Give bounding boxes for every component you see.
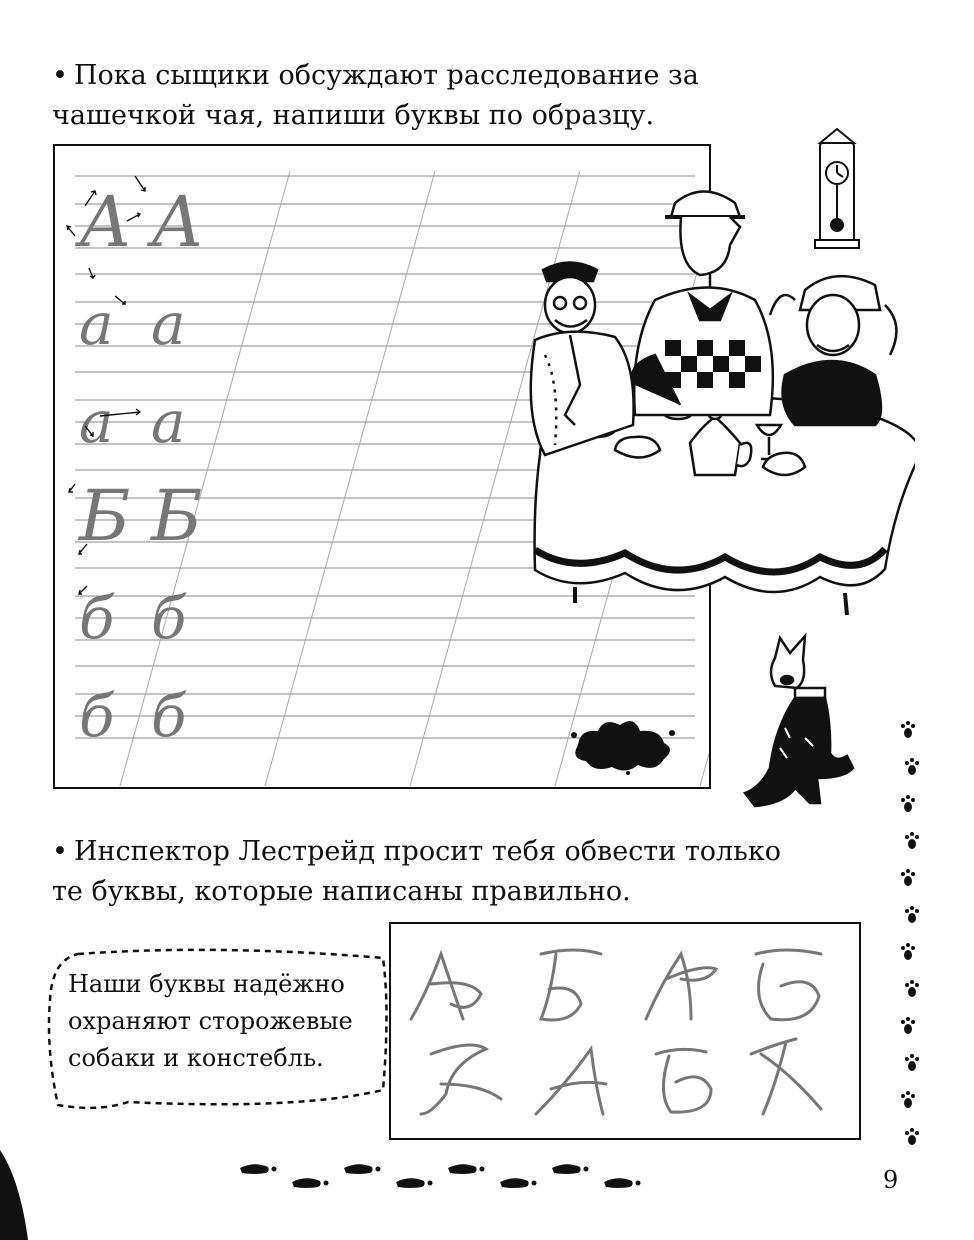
footprint-icon (500, 1178, 537, 1188)
sample-letter: А (79, 181, 133, 263)
sample-letter: а (151, 290, 186, 358)
bullet-icon: • (52, 60, 68, 91)
speech-bubble-text: Наши буквы надёжно охраняют сторожевые собаки и констебль. (68, 970, 353, 1072)
task-2-text: Инспектор Лестрейд просит тебя обвести только те буквы, которые написаны правильно. (52, 836, 781, 907)
pawprint-icon (901, 869, 915, 886)
pawprint-icon (905, 758, 919, 775)
inkblot-icon (568, 715, 678, 775)
letter-variants (391, 924, 863, 1142)
page-number: 9 (883, 1166, 899, 1194)
pawprint-icon (905, 906, 919, 923)
bullet-icon: • (52, 836, 68, 867)
letter-variant[interactable] (536, 1049, 606, 1114)
constable-figure (531, 263, 634, 456)
footprint-icon (344, 1164, 381, 1174)
letter-tracing-box[interactable] (389, 922, 861, 1140)
pawprint-icon (905, 980, 919, 997)
task-2-instruction (52, 832, 812, 912)
footprint-icon (396, 1178, 433, 1188)
detectives-tea-illustration (515, 125, 915, 625)
pawprint-icon (905, 832, 919, 849)
footprint-icon (604, 1178, 641, 1188)
pawprint-icon (901, 795, 915, 812)
pawprint-icon (905, 1054, 919, 1071)
pawprint-icon (901, 1091, 915, 1108)
letter-variant[interactable] (541, 950, 601, 1020)
speech-bubble (38, 940, 398, 1120)
letter-variant[interactable] (751, 1039, 821, 1114)
page-corner-shadow (0, 1150, 40, 1240)
sample-letter: Б (151, 475, 203, 557)
footprint-icon (292, 1178, 329, 1188)
sample-letter: б (79, 584, 115, 652)
footprint-icon (448, 1164, 485, 1174)
sample-letter: б (151, 584, 187, 652)
sample-letter: б (151, 682, 187, 750)
clock-icon (815, 129, 859, 248)
sample-letter: а (151, 388, 186, 456)
task-1-text: Пока сыщики обсуждают расследование за чашечкой чая, напиши буквы по образцу. (52, 60, 699, 131)
letter-variant[interactable] (421, 1045, 501, 1114)
letter-variant[interactable] (756, 950, 821, 1020)
pawprint-icon (901, 721, 915, 738)
pawprint-trail-right (896, 715, 926, 1175)
sample-letter: б (79, 682, 115, 750)
letter-variant[interactable] (411, 954, 481, 1019)
sample-letter: а (79, 388, 114, 456)
lady-figure (770, 276, 896, 425)
sample-letter: Б (79, 475, 131, 557)
letter-variant[interactable] (656, 1049, 711, 1112)
pawprint-icon (901, 943, 915, 960)
footprint-trail-bottom (240, 1155, 660, 1195)
task-1-instruction (52, 56, 822, 136)
letter-variant[interactable] (646, 954, 716, 1019)
footprint-icon (552, 1164, 589, 1174)
dog-icon (735, 628, 865, 818)
sample-letter: А (151, 181, 205, 263)
sample-letter: а (79, 290, 114, 358)
pawprint-icon (905, 1128, 919, 1145)
pawprint-icon (901, 1017, 915, 1034)
detective-figure (633, 192, 773, 416)
footprint-icon (240, 1164, 277, 1174)
